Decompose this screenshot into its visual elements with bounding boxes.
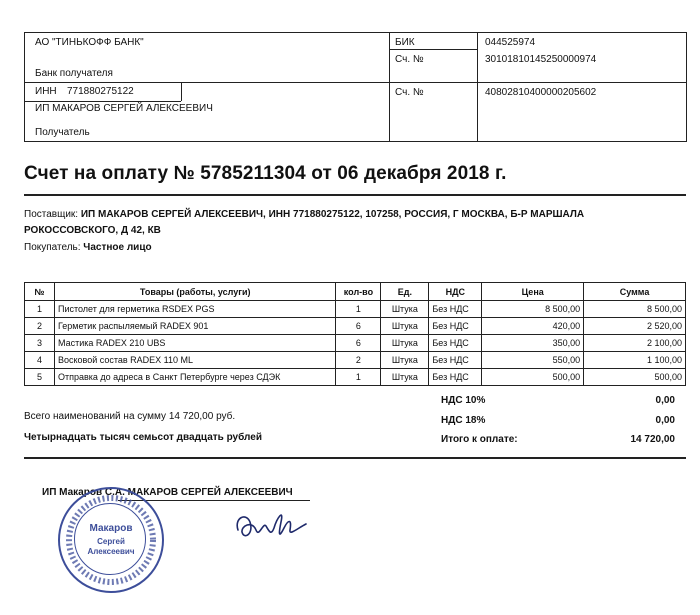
cell-vat: Без НДС <box>429 369 482 386</box>
cell-goods: Герметик распыляемый RADEX 901 <box>54 318 335 335</box>
cell-sum: 2 100,00 <box>584 335 686 352</box>
cell-number: 2 <box>25 318 55 335</box>
cell-vat: Без НДС <box>429 301 482 318</box>
bank-divider-inn-v <box>181 82 182 101</box>
bik-label: БИК <box>395 37 415 48</box>
bank-caption: Банк получателя <box>35 68 113 79</box>
total-label: Итого к оплате: <box>441 434 518 445</box>
supplier-value: ИП МАКАРОВ СЕРГЕЙ АЛЕКСЕЕВИЧ, ИНН 771880275122, 107258, РОССИЯ, Г МОСКВА, Б-Р МАРШАЛА РОКОССОВСКОГО, Д 42, КВ <box>24 209 585 236</box>
cell-unit: Штука <box>381 369 429 386</box>
cell-vat: Без НДС <box>429 335 482 352</box>
recipient-caption: Получатель <box>35 127 90 138</box>
stamp-surname: Макаров <box>89 523 133 534</box>
cell-number: 3 <box>25 335 55 352</box>
col-header-goods: Товары (работы, услуги) <box>54 283 335 301</box>
stamp-first-name: Сергей <box>97 537 125 546</box>
bank-divider-inn <box>25 101 181 102</box>
invoice-title: Счет на оплату № 5785211304 от 06 декабря 2018 г. <box>24 163 507 184</box>
title-rule <box>24 194 686 196</box>
items-count-summary: Всего наименований на сумму 14 720,00 руб. <box>24 411 236 422</box>
table-row <box>25 301 686 318</box>
table-header-row <box>25 283 686 301</box>
table-row <box>25 318 686 335</box>
cell-goods: Пистолет для герметика RSDEX PGS <box>54 301 335 318</box>
col-header-qty: кол-во <box>336 283 381 301</box>
cell-goods: Восковой состав RADEX 110 ML <box>54 352 335 369</box>
col-header-sum: Сумма <box>584 283 686 301</box>
cell-number: 4 <box>25 352 55 369</box>
cell-goods: Отправка до адреса в Санкт Петербурге через СДЭК <box>54 369 335 386</box>
cell-sum: 1 100,00 <box>584 352 686 369</box>
buyer-label: Покупатель: <box>24 242 81 253</box>
col-header-vat: НДС <box>429 283 482 301</box>
cell-sum: 2 520,00 <box>584 318 686 335</box>
amount-in-words: Четырнадцать тысяч семьсот двадцать рублей <box>24 432 262 443</box>
bank-divider-left <box>25 82 389 83</box>
buyer-block <box>24 242 152 253</box>
cell-price: 500,00 <box>482 369 584 386</box>
account-label: Сч. № <box>395 87 424 98</box>
cell-qty: 1 <box>336 369 381 386</box>
cell-qty: 6 <box>336 335 381 352</box>
bik-value: 044525974 <box>485 37 536 48</box>
account-value: 40802810400000205602 <box>485 87 597 98</box>
vat10-value: 0,00 <box>655 395 675 406</box>
col-header-number: № <box>25 283 55 301</box>
items-table <box>24 282 686 386</box>
cell-sum: 8 500,00 <box>584 301 686 318</box>
corr-account-value: 30101810145250000974 <box>485 54 597 65</box>
table-row <box>25 352 686 369</box>
cell-unit: Штука <box>381 335 429 352</box>
cell-sum: 500,00 <box>584 369 686 386</box>
supplier-label: Поставщик: <box>24 209 79 220</box>
cell-unit: Штука <box>381 352 429 369</box>
supplier-block <box>24 207 664 239</box>
cell-qty: 1 <box>336 301 381 318</box>
stamp-middle-name: Алексеевич <box>87 547 135 556</box>
cell-vat: Без НДС <box>429 318 482 335</box>
bottom-rule <box>24 457 686 459</box>
col-header-unit: Ед. <box>381 283 429 301</box>
cell-number: 1 <box>25 301 55 318</box>
corr-account-label: Сч. № <box>395 54 424 65</box>
vat18-value: 0,00 <box>655 415 675 426</box>
handwritten-signature-icon <box>232 500 312 550</box>
col-header-price: Цена <box>482 283 584 301</box>
cell-qty: 6 <box>336 318 381 335</box>
cell-qty: 2 <box>336 352 381 369</box>
cell-goods: Мастика RADEX 210 UBS <box>54 335 335 352</box>
cell-price: 550,00 <box>482 352 584 369</box>
bank-name: АО "ТИНЬКОФФ БАНК" <box>35 37 144 48</box>
bank-divider-bik <box>389 49 477 50</box>
cell-number: 5 <box>25 369 55 386</box>
bank-divider-vertical-2 <box>477 33 478 141</box>
signature-line: ИП Макаров С.А. МАКАРОВ СЕРГЕЙ АЛЕКСЕЕВИЧ <box>42 487 293 498</box>
bank-divider-right <box>389 82 686 83</box>
inn-label: ИНН <box>35 86 57 97</box>
inn-value: 771880275122 <box>67 86 134 97</box>
vat18-label: НДС 18% <box>441 415 486 426</box>
table-row <box>25 369 686 386</box>
table-row <box>25 335 686 352</box>
vat10-label: НДС 10% <box>441 395 486 406</box>
buyer-value: Частное лицо <box>83 242 152 253</box>
cell-vat: Без НДС <box>429 352 482 369</box>
total-value: 14 720,00 <box>630 434 675 445</box>
bank-details-table <box>24 32 687 142</box>
cell-unit: Штука <box>381 318 429 335</box>
cell-price: 8 500,00 <box>482 301 584 318</box>
recipient-name: ИП МАКАРОВ СЕРГЕЙ АЛЕКСЕЕВИЧ <box>35 103 213 114</box>
company-stamp <box>58 487 164 593</box>
cell-price: 420,00 <box>482 318 584 335</box>
cell-price: 350,00 <box>482 335 584 352</box>
cell-unit: Штука <box>381 301 429 318</box>
